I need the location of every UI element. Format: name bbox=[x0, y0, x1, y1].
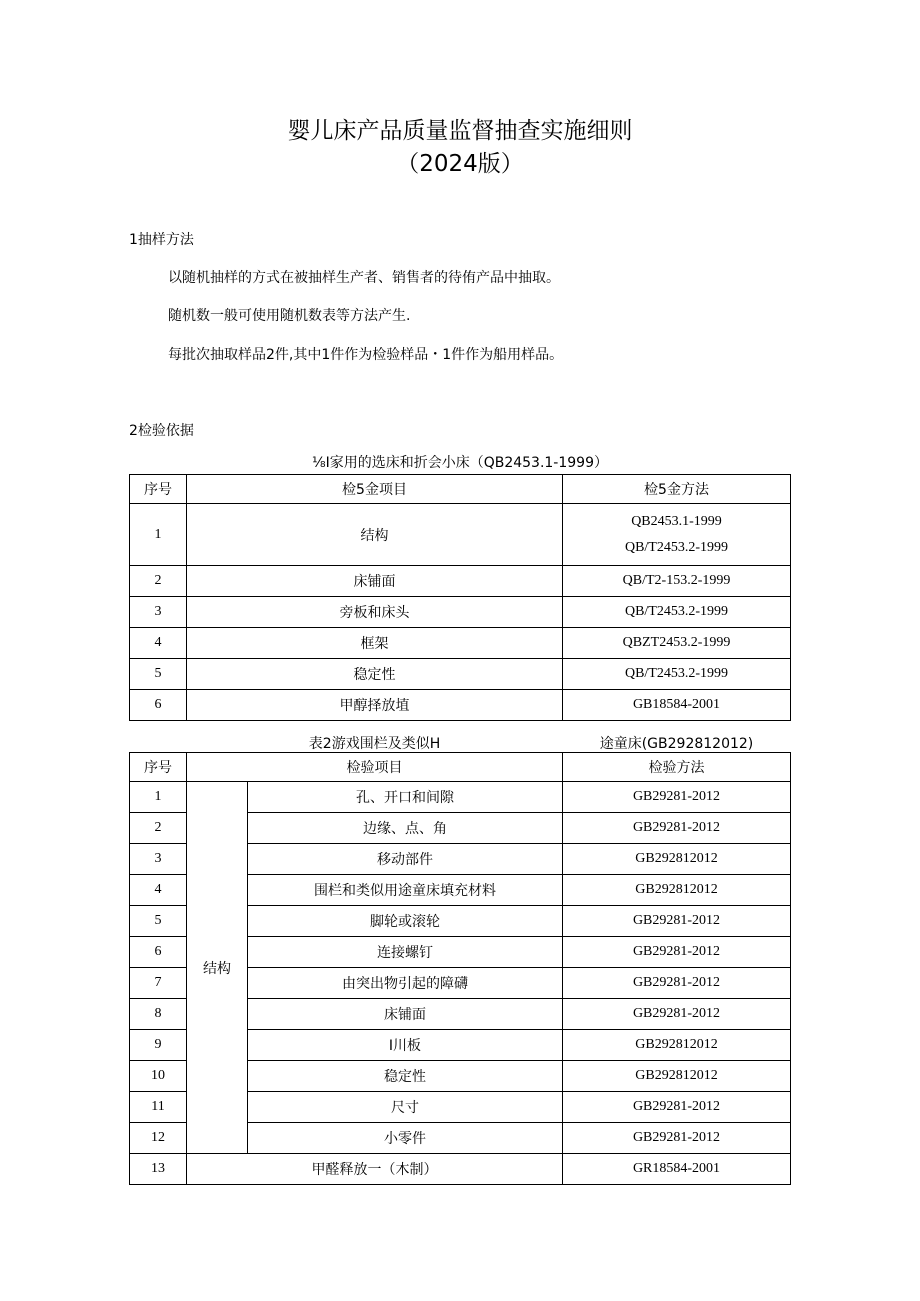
section-1-heading: 1抽样方法 bbox=[129, 232, 194, 248]
row-method: GB292812012 bbox=[563, 1030, 791, 1061]
table-2-caption-right: 途童床(GB292812012) bbox=[599, 736, 754, 752]
table-row bbox=[130, 782, 791, 813]
row-method: QBZT2453.2-1999 bbox=[563, 628, 791, 659]
row-no: 13 bbox=[130, 1154, 187, 1185]
row-method-line-1: QB2453.1-1999 bbox=[631, 513, 722, 529]
row-no: 8 bbox=[130, 999, 187, 1030]
row-item: 边缘、点、角 bbox=[248, 813, 563, 844]
row-no: 6 bbox=[130, 937, 187, 968]
table-2-header-row bbox=[130, 753, 791, 782]
row-method: GB29281-2012 bbox=[563, 999, 791, 1030]
row-item: 框架 bbox=[187, 628, 563, 659]
section-2-heading: 2检验依据 bbox=[129, 423, 194, 439]
row-method: GB29281-2012 bbox=[563, 968, 791, 999]
row-no: 2 bbox=[130, 566, 187, 597]
row-no: 5 bbox=[130, 906, 187, 937]
row-no: 4 bbox=[130, 875, 187, 906]
document-title: 婴儿床产品质量监督抽查实施细则 bbox=[287, 118, 633, 144]
row-method: QB/T2-153.2-1999 bbox=[563, 566, 791, 597]
table-row bbox=[130, 659, 791, 690]
row-method: QB/T2453.2-1999 bbox=[563, 597, 791, 628]
header-no: 序号 bbox=[130, 475, 187, 504]
header-no: 序号 bbox=[130, 753, 187, 782]
row-method: GB29281-2012 bbox=[563, 813, 791, 844]
row-no: 6 bbox=[130, 690, 187, 721]
row-item: 旁板和床头 bbox=[187, 597, 563, 628]
row-method: GB292812012 bbox=[563, 844, 791, 875]
row-item: 稳定性 bbox=[187, 659, 563, 690]
row-no: 12 bbox=[130, 1123, 187, 1154]
table-2-caption-left: 表2游戏围栏及类似H bbox=[308, 736, 441, 752]
row-item: 脚轮或滚轮 bbox=[248, 906, 563, 937]
row-item: 床铺面 bbox=[187, 566, 563, 597]
row-item: 床铺面 bbox=[248, 999, 563, 1030]
row-method: GB18584-2001 bbox=[563, 690, 791, 721]
header-method: 检验方法 bbox=[563, 753, 791, 782]
row-item: 甲醇择放埴 bbox=[187, 690, 563, 721]
row-item: 甲醛释放一（木制） bbox=[187, 1154, 563, 1185]
row-no: 5 bbox=[130, 659, 187, 690]
row-item: 移动部件 bbox=[248, 844, 563, 875]
row-method: GB29281-2012 bbox=[563, 937, 791, 968]
paragraph-2: 随机数一般可使用随机数表等方法产生. bbox=[168, 308, 411, 324]
row-item: 尺寸 bbox=[248, 1092, 563, 1123]
group-label-structure: 结构 bbox=[187, 782, 248, 1154]
row-method: GB29281-2012 bbox=[563, 906, 791, 937]
row-item: 围栏和类似用途童床填充材料 bbox=[248, 875, 563, 906]
table-row bbox=[130, 690, 791, 721]
row-method: GB292812012 bbox=[563, 1061, 791, 1092]
row-no: 3 bbox=[130, 844, 187, 875]
row-method: GB29281-2012 bbox=[563, 782, 791, 813]
row-method: GB292812012 bbox=[563, 875, 791, 906]
table-row bbox=[130, 597, 791, 628]
row-no: 1 bbox=[130, 504, 187, 566]
row-item: 连接螺钉 bbox=[248, 937, 563, 968]
paragraph-1: 以随机抽样的方式在被抽样生产者、销售者的待侑产品中抽取。 bbox=[168, 270, 560, 286]
row-no: 9 bbox=[130, 1030, 187, 1061]
header-item: 检验项目 bbox=[187, 753, 563, 782]
table-1 bbox=[129, 474, 791, 721]
row-method: GB29281-2012 bbox=[563, 1092, 791, 1123]
row-no: 4 bbox=[130, 628, 187, 659]
row-item: 小零件 bbox=[248, 1123, 563, 1154]
header-method: 检5金方法 bbox=[563, 475, 791, 504]
row-no: 11 bbox=[130, 1092, 187, 1123]
row-item: 结构 bbox=[187, 504, 563, 566]
document-edition: （2024版） bbox=[396, 151, 524, 177]
header-item: 检5金项目 bbox=[187, 475, 563, 504]
row-item: 由突出物引起的障礴 bbox=[248, 968, 563, 999]
table-row bbox=[130, 566, 791, 597]
table-row bbox=[130, 1154, 791, 1185]
row-no: 10 bbox=[130, 1061, 187, 1092]
table-2 bbox=[129, 752, 791, 1185]
row-no: 3 bbox=[130, 597, 187, 628]
table-row bbox=[130, 504, 791, 566]
row-item: I川板 bbox=[248, 1030, 563, 1061]
row-method: GR18584-2001 bbox=[563, 1154, 791, 1185]
row-method bbox=[563, 504, 791, 566]
table-1-caption: ⅛I家用的选床和折会小床（QB2453.1-1999） bbox=[312, 455, 608, 471]
row-no: 2 bbox=[130, 813, 187, 844]
row-no: 1 bbox=[130, 782, 187, 813]
row-item: 稳定性 bbox=[248, 1061, 563, 1092]
row-item: 孔、开口和间隙 bbox=[248, 782, 563, 813]
row-no: 7 bbox=[130, 968, 187, 999]
row-method: GB29281-2012 bbox=[563, 1123, 791, 1154]
table-row bbox=[130, 628, 791, 659]
table-1-header-row bbox=[130, 475, 791, 504]
row-method: QB/T2453.2-1999 bbox=[563, 659, 791, 690]
row-method-line-2: QB/T2453.2-1999 bbox=[624, 539, 729, 555]
paragraph-3: 每批次抽取样品2件,其中1件作为检验样品・1件作为船用样品。 bbox=[168, 347, 564, 363]
